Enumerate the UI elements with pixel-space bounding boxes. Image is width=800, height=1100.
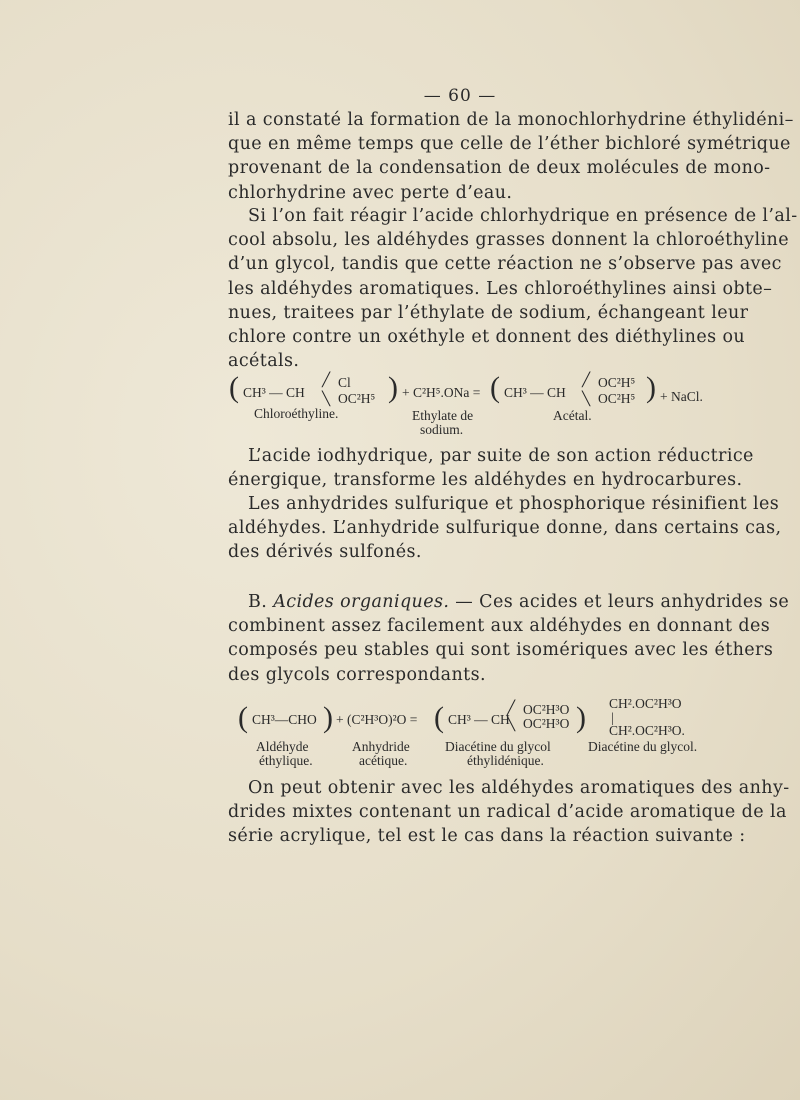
caption: Anhydride (352, 739, 410, 754)
paren-open: ( (490, 371, 500, 404)
formula-part: Cl (338, 375, 351, 390)
text-line: Les anhydrides sulfurique et phosphorique résinifient les (248, 494, 780, 514)
text-line: Si l’on fait réagir l’acide chlorhydrique en présence de l’al- (248, 206, 798, 226)
text-line: des dérivés sulfonés. (228, 542, 422, 563)
formula-part: ╱ (322, 372, 331, 387)
formula-part: OC²H⁵ (598, 391, 636, 406)
section-title: Acides organiques. (273, 592, 450, 612)
formula-part: ╱ (582, 372, 591, 387)
formula-part: + NaCl. (660, 389, 703, 404)
paren-open: ( (238, 701, 248, 734)
text-line: les aldéhydes aromatiques. Les chloroéthylines ainsi obte– (228, 278, 773, 299)
formula-part: OC²H³O (523, 716, 570, 731)
text-line: il a constaté la formation de la monochlorhydrine éthylidéni– (228, 110, 794, 130)
paren-close: ) (576, 701, 586, 734)
caption: Acétal. (553, 408, 592, 423)
text-line: chlore contre un oxéthyle et donnent des diéthylines ou (228, 327, 746, 348)
caption: Aldéhyde (256, 739, 309, 754)
text-line: d’un glycol, tandis que cette réaction ne s’observe pas avec (228, 254, 782, 275)
text-line: cool absolu, les aldéhydes grasses donnent la chloroéthyline (228, 230, 789, 251)
paren-open: ( (434, 701, 444, 734)
paren-close: ) (388, 371, 398, 404)
caption: sodium. (420, 422, 464, 437)
caption: Diacétine du glycol. (588, 739, 698, 754)
text-line: chlorhydrine avec perte d’eau. (228, 182, 513, 203)
paren-open: ( (229, 371, 239, 404)
formula-part: + C²H⁵.ONa = (402, 385, 481, 400)
section-heading-line (228, 590, 790, 614)
caption: éthylidénique. (467, 753, 544, 768)
formula-part: OC²H⁵ (598, 375, 636, 390)
text-line: provenant de la condensation de deux molécules de mono- (228, 158, 771, 179)
text-fragment: — Ces acides et leurs anhydrides se (455, 592, 790, 612)
formula-part: CH³—CHO (252, 712, 317, 727)
text-line: L’acide iodhydrique, par suite de son action réductrice (248, 446, 754, 466)
paragraph-3 (228, 444, 754, 492)
formula-part: CH³ — CH (504, 385, 566, 400)
paren-close: ) (323, 701, 333, 734)
formula-part: CH².OC²H³O. (609, 723, 685, 738)
formula-part: OC²H⁵ (338, 391, 376, 406)
formula-part: CH².OC²H³O (609, 696, 682, 711)
formula-part: CH³ — CH (243, 385, 305, 400)
formula-part: ╲ (582, 391, 591, 406)
formula-part: OC²H³O (523, 702, 570, 717)
caption: Diacétine du glycol (445, 739, 551, 754)
paragraph-4 (228, 492, 782, 565)
page-number: — 60 — (423, 86, 497, 106)
text-line: nues, traitees par l’éthylate de sodium, échangeant leur (228, 302, 749, 323)
formula-part: ╲ (322, 391, 331, 406)
caption: Chloroéthyline. (254, 406, 339, 421)
formula-part: CH³ — CH (448, 712, 510, 727)
caption: acétique. (359, 753, 408, 768)
formula-part: ╲ (507, 716, 516, 731)
formula-part: ╱ (507, 700, 516, 715)
formula-part: | (611, 710, 614, 725)
text-line: que en même temps que celle de l’éther bichloré symétrique (228, 134, 791, 155)
text-line: aldéhydes. L’anhydride sulfurique donne, dans certains cas, (228, 518, 782, 539)
paragraph-6 (228, 776, 790, 849)
text-line: énergique, transforme les aldéhydes en hydrocarbures. (228, 470, 743, 491)
text-line: drides mixtes contenant un radical d’acide aromatique de la (228, 802, 787, 823)
text-line: composés peu stables qui sont isomériques avec les éthers (228, 640, 774, 661)
text-line: des glycols correspondants. (228, 664, 486, 685)
section-b-paragraph (228, 590, 790, 687)
text-line: série acrylique, tel est le cas dans la réaction suivante : (228, 826, 746, 847)
text-line: On peut obtenir avec les aldéhydes aromatiques des anhy- (248, 778, 790, 798)
paragraph-2 (228, 204, 798, 373)
paragraph-1 (228, 108, 794, 205)
text-line: combinent assez facilement aux aldéhydes en donnant des (228, 616, 771, 637)
paren-close: ) (646, 371, 656, 404)
caption: éthylique. (259, 753, 313, 768)
text-line: acétals. (228, 351, 300, 372)
caption: Ethylate de (412, 408, 474, 423)
section-letter: B. (248, 592, 268, 612)
formula-part: + (C²H³O)²O = (336, 712, 418, 727)
